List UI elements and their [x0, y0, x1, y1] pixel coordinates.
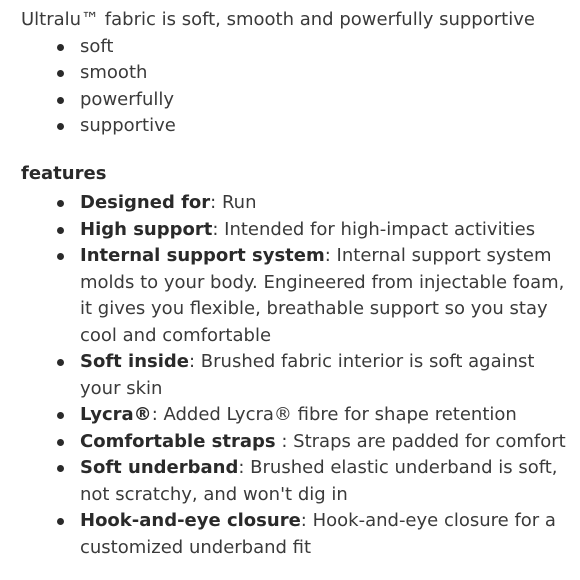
feature-item-soft-inside [21, 349, 566, 402]
feature-separator: : [210, 192, 222, 213]
feature-text: Run [221, 192, 257, 213]
fabric-bullet: supportive [21, 113, 566, 140]
features-heading: features [21, 162, 107, 184]
feature-text: Internal support system molds to your body. Engineered from injectable foam, it gives you flexible, breathable support so you stay cool and comfortable [80, 245, 565, 346]
fabric-intro: Ultralu™ fabric is soft, smooth and powerfully supportive [21, 9, 535, 30]
fabric-bullet: powerfully [21, 87, 566, 114]
feature-item-internal-support [21, 243, 566, 349]
fabric-bullet: soft [21, 34, 566, 61]
feature-term: Soft underband [80, 457, 239, 478]
features-list [21, 190, 566, 561]
feature-text: Intended for high-impact activities [224, 218, 536, 240]
feature-term: Designed for [80, 192, 211, 213]
feature-item-soft-underband [21, 455, 566, 508]
feature-separator: : [300, 510, 313, 531]
feature-item-hook-and-eye [21, 508, 566, 561]
feature-term: Lycra® [80, 404, 152, 425]
feature-separator: : [151, 404, 164, 425]
feature-text: Added Lycra® fibre for shape retention [163, 404, 517, 425]
feature-item-high-support [21, 217, 566, 244]
fabric-bullet: smooth [21, 60, 566, 87]
feature-term: Comfortable straps [80, 430, 276, 452]
feature-separator: : [189, 351, 201, 372]
feature-text: Hook-and-eye closure for a customized underband fit [80, 510, 556, 558]
feature-separator: : [275, 430, 294, 452]
fabric-bullet-list [21, 34, 566, 140]
feature-text: Straps are padded for comfort [293, 430, 566, 452]
feature-item-comfortable-straps [21, 429, 566, 456]
feature-separator: : [324, 245, 337, 266]
feature-text: Brushed fabric interior is soft against your skin [80, 351, 535, 399]
feature-separator: : [238, 457, 251, 478]
feature-separator: : [212, 218, 225, 240]
feature-term: High support [80, 218, 213, 240]
feature-term: Hook-and-eye closure [80, 510, 301, 531]
feature-term: Internal support system [80, 245, 325, 266]
feature-item-lycra [21, 402, 566, 429]
feature-text: Brushed elastic underband is soft, not scratchy, and won't dig in [80, 457, 558, 505]
feature-item-designed-for [21, 190, 566, 217]
feature-term: Soft inside [80, 351, 189, 372]
